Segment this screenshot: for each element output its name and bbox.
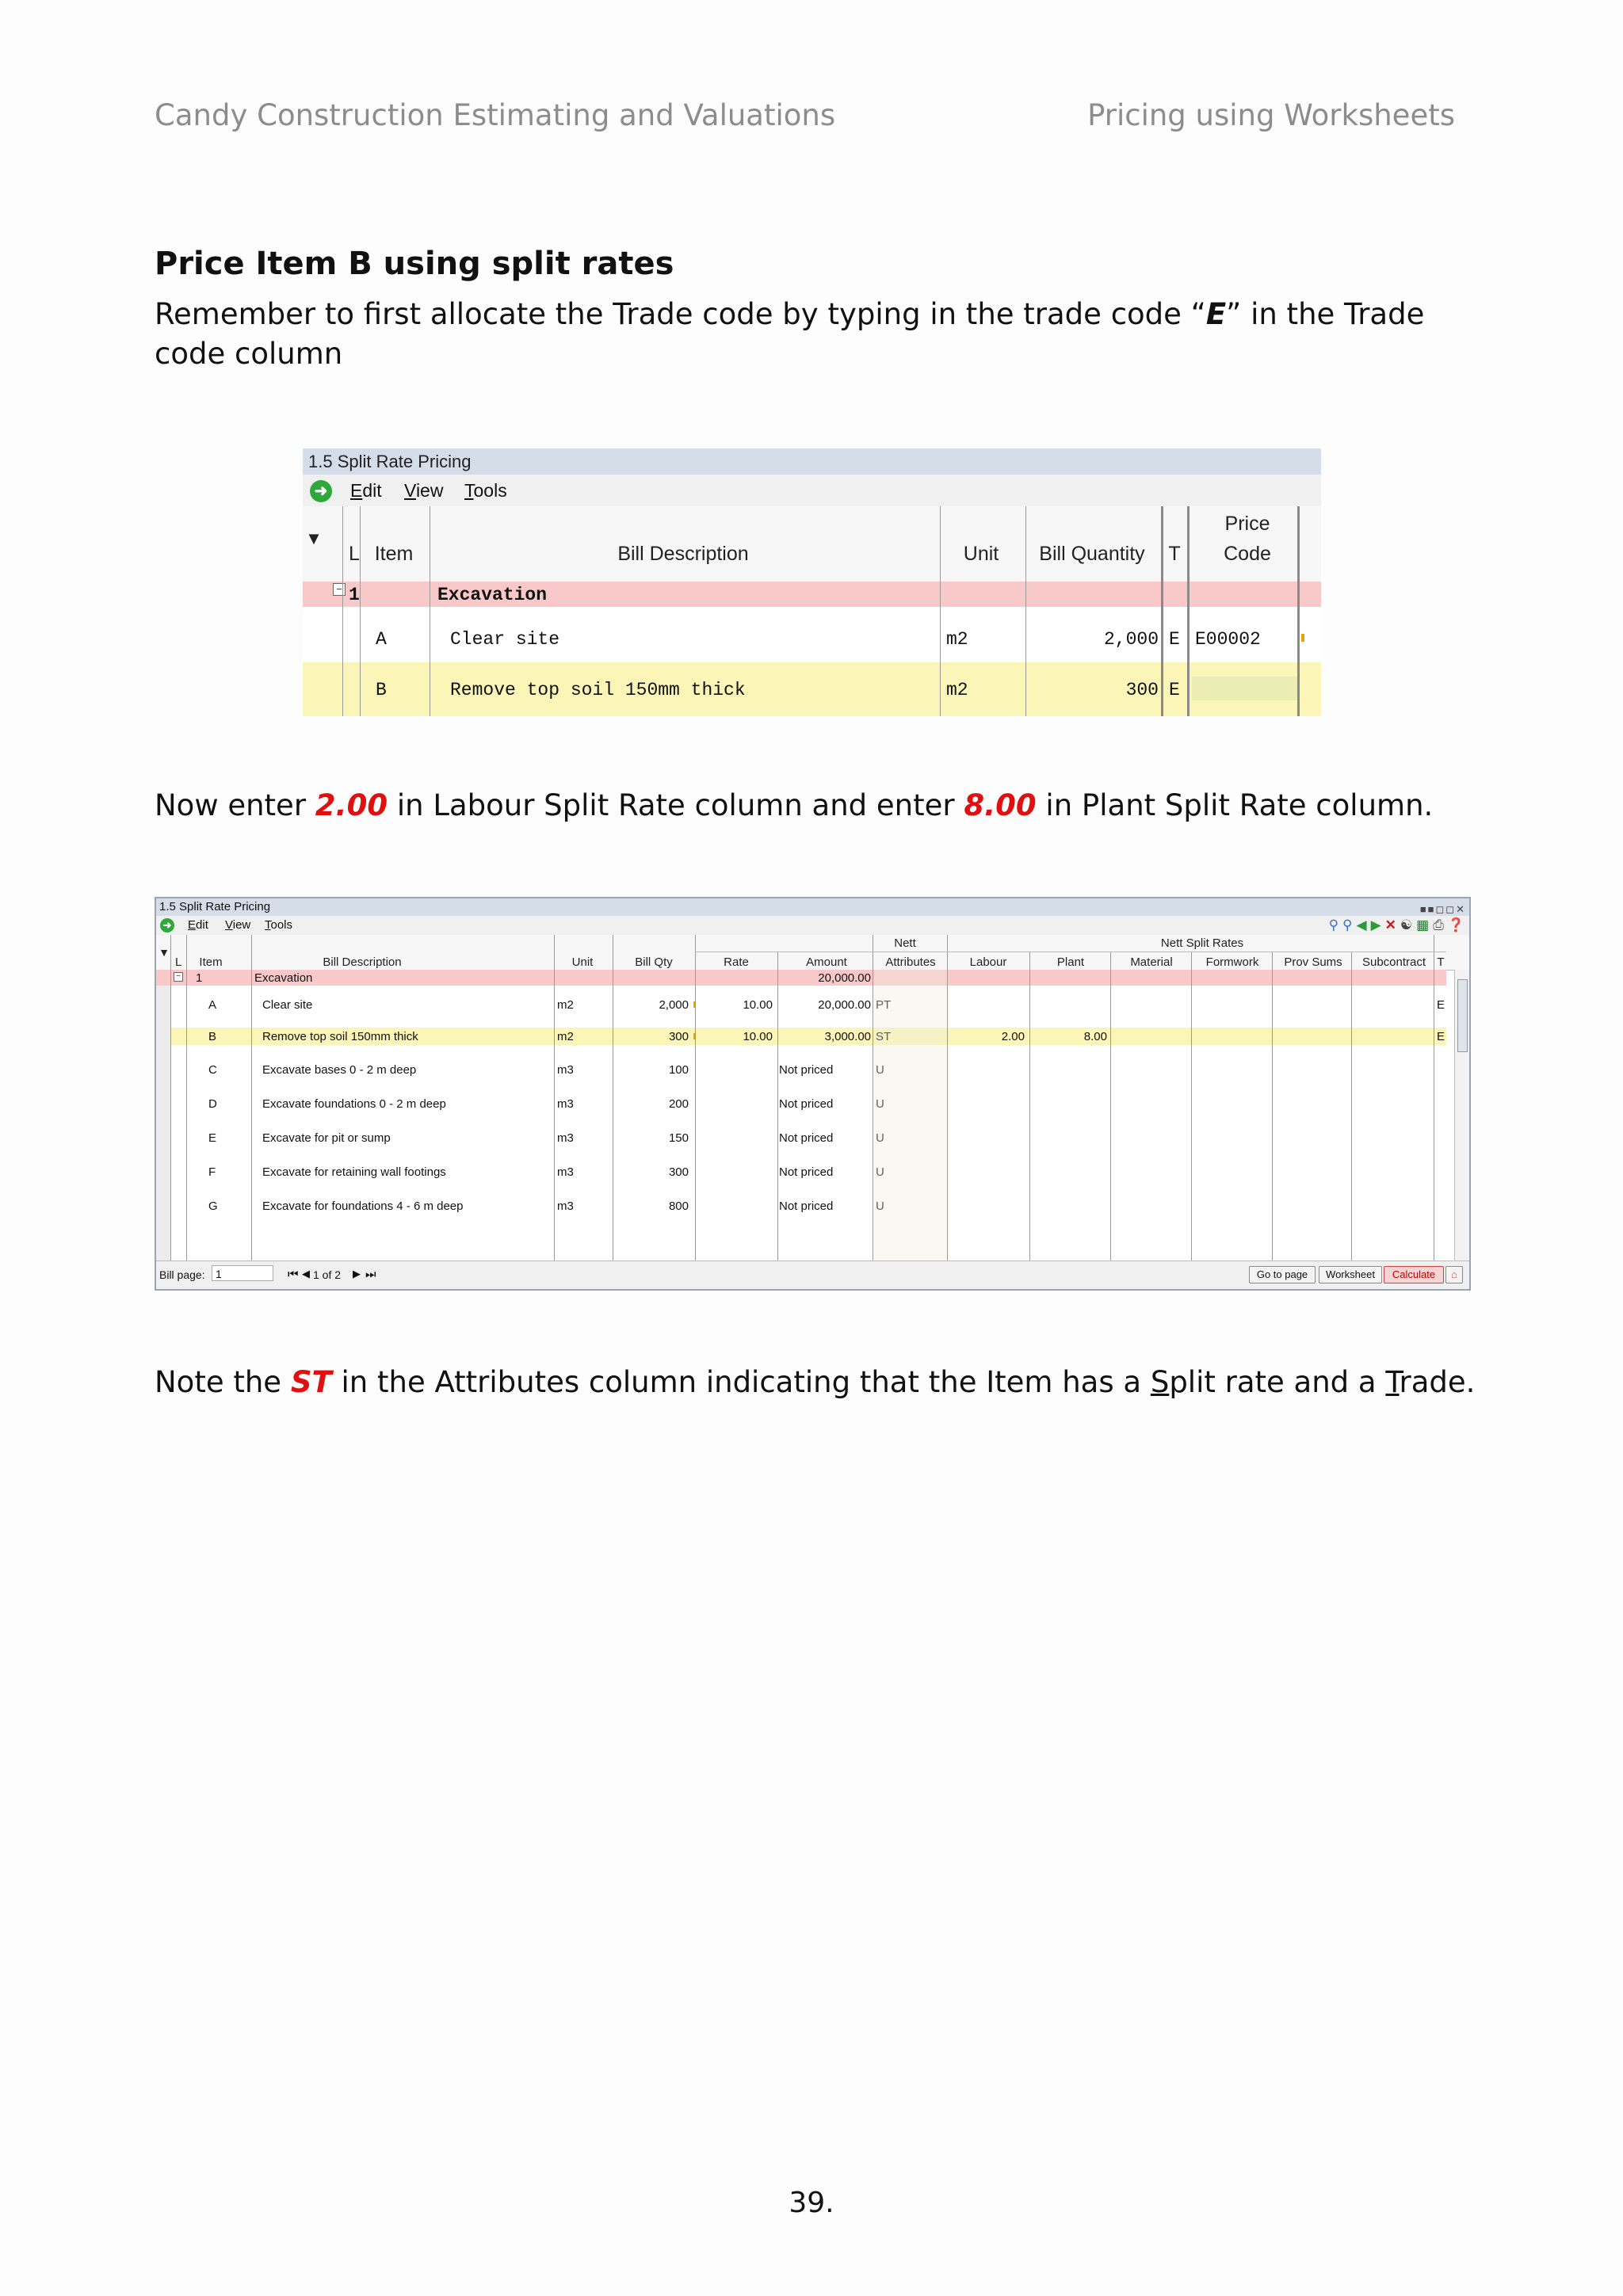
col-plant: Plant bbox=[1056, 955, 1085, 969]
row-description: Clear site bbox=[450, 629, 560, 650]
row-item: E bbox=[208, 1131, 217, 1145]
bill-page-input[interactable]: 1 bbox=[212, 1265, 273, 1281]
toolbar-icons bbox=[1329, 918, 1465, 933]
row-bill-qty: 150 bbox=[668, 1131, 689, 1145]
go-to-page-button[interactable]: Go to page bbox=[1249, 1266, 1316, 1283]
col-l: L bbox=[175, 955, 182, 969]
row-unit: m2 bbox=[557, 1030, 574, 1043]
help-icon[interactable]: ❓ bbox=[1447, 917, 1465, 933]
col-bill-quantity: Bill Quantity bbox=[1039, 543, 1145, 565]
row-unit: m3 bbox=[557, 1131, 574, 1145]
print-icon[interactable]: ⎙ bbox=[1433, 917, 1444, 933]
col-bill-qty: Bill Qty bbox=[635, 955, 673, 969]
split-rate-pricing-window-full bbox=[155, 897, 1471, 1291]
menu-edit[interactable]: Edit bbox=[350, 480, 382, 501]
running-header-right: Pricing using Worksheets bbox=[1087, 98, 1455, 132]
row-group-excavation[interactable] bbox=[156, 970, 1446, 986]
vertical-scrollbar[interactable] bbox=[1454, 970, 1469, 1263]
instruction-paragraph-1 bbox=[155, 295, 1486, 374]
row-item-c[interactable] bbox=[156, 1054, 1446, 1088]
row-amount: Not priced bbox=[779, 1199, 834, 1213]
row-group-excavation[interactable] bbox=[303, 582, 1321, 607]
row-bill-qty: 300 bbox=[668, 1165, 689, 1179]
grid-line bbox=[1187, 506, 1190, 716]
row-unit: m3 bbox=[557, 1165, 574, 1179]
collapse-all-icon[interactable]: ▼ bbox=[305, 528, 323, 548]
menu-bar bbox=[303, 475, 1321, 506]
excel-export-icon[interactable]: ▦ bbox=[1416, 917, 1430, 933]
worksheet-button[interactable]: Worksheet bbox=[1319, 1266, 1382, 1283]
window-title bbox=[156, 898, 1469, 916]
grid-line bbox=[186, 935, 187, 1263]
back-arrow-icon[interactable]: ➜ bbox=[310, 480, 332, 502]
text: Remember to first allocate the Trade code by typing in the trade code “ bbox=[155, 297, 1206, 331]
grid-line bbox=[695, 935, 696, 1263]
previous-icon[interactable]: ◀ bbox=[1356, 917, 1367, 933]
col-trade: T bbox=[1437, 955, 1445, 969]
col-bill-description: Bill Description bbox=[323, 955, 402, 969]
row-item-d[interactable] bbox=[156, 1088, 1446, 1122]
row-rate: 10.00 bbox=[743, 998, 773, 1012]
grid-line bbox=[777, 952, 778, 1263]
row-item: B bbox=[376, 680, 387, 700]
grid-line bbox=[360, 506, 361, 716]
grid-line bbox=[342, 506, 343, 716]
row-bill-qty: 200 bbox=[668, 1097, 689, 1111]
row-item: D bbox=[208, 1097, 217, 1111]
row-item: G bbox=[208, 1199, 218, 1213]
row-amount: 20,000.00 bbox=[818, 971, 871, 985]
row-attributes: U bbox=[876, 1131, 884, 1145]
next-icon[interactable]: ▶ bbox=[1370, 917, 1381, 933]
find-icon[interactable]: ☯ bbox=[1400, 917, 1413, 933]
text: in Labour Split Rate column and enter bbox=[388, 788, 964, 822]
row-bill-qty: 100 bbox=[668, 1063, 689, 1077]
col-item: Item bbox=[199, 955, 223, 969]
row-description: Excavation bbox=[437, 585, 548, 605]
text: ” in the Trade code column bbox=[155, 297, 1425, 371]
row-item: A bbox=[208, 998, 217, 1012]
labour-value-emphasis: 2.00 bbox=[315, 788, 388, 822]
instruction-paragraph-2 bbox=[155, 786, 1486, 826]
next-page-icon[interactable]: ▶ bbox=[353, 1268, 361, 1280]
col-l: L bbox=[349, 543, 360, 565]
trade-code-emphasis: E bbox=[1205, 297, 1227, 331]
row-item-b[interactable] bbox=[156, 1020, 1446, 1054]
grid-line bbox=[1025, 506, 1026, 716]
grid-line bbox=[1191, 952, 1192, 1263]
row-unit: m3 bbox=[557, 1063, 574, 1077]
row-item-f[interactable] bbox=[156, 1156, 1446, 1190]
delete-icon[interactable]: ✕ bbox=[1384, 917, 1396, 933]
row-item: F bbox=[208, 1165, 216, 1179]
collapse-toggle-icon[interactable]: − bbox=[174, 972, 183, 982]
row-amount: Not priced bbox=[779, 1063, 834, 1077]
row-rate: 10.00 bbox=[743, 1030, 773, 1043]
row-level: 1 bbox=[349, 585, 360, 605]
attributes-column-shade bbox=[874, 970, 949, 1263]
row-trade: E bbox=[1437, 998, 1445, 1012]
menu-view[interactable]: View bbox=[404, 480, 444, 501]
col-item: Item bbox=[374, 543, 414, 565]
row-description: Excavate for foundations 4 - 6 m deep bbox=[262, 1199, 464, 1213]
grid-line bbox=[251, 935, 252, 1263]
menu-view[interactable]: View bbox=[225, 918, 251, 932]
split-underlined-letter: S bbox=[1150, 1365, 1170, 1399]
row-level: 1 bbox=[196, 971, 203, 985]
col-bill-description: Bill Description bbox=[617, 543, 749, 565]
text: plit rate and a bbox=[1169, 1365, 1386, 1399]
text: Now enter bbox=[155, 788, 315, 822]
row-trade: E bbox=[1169, 680, 1180, 700]
text: Note the bbox=[155, 1365, 291, 1399]
text: in Plant Split Rate column. bbox=[1036, 788, 1434, 822]
row-attributes: U bbox=[876, 1199, 884, 1213]
page-of-label: 1 of 2 bbox=[313, 1268, 342, 1281]
col-material: Material bbox=[1130, 955, 1173, 969]
back-arrow-icon[interactable]: ➜ bbox=[160, 918, 174, 933]
row-description: Excavate bases 0 - 2 m deep bbox=[262, 1063, 417, 1077]
menu-bar bbox=[156, 916, 1469, 935]
menu-edit[interactable]: Edit bbox=[188, 918, 208, 932]
row-description: Remove top soil 150mm thick bbox=[450, 680, 746, 700]
row-item-b[interactable] bbox=[303, 662, 1321, 716]
column-header-row bbox=[303, 506, 1321, 582]
col-labour: Labour bbox=[969, 955, 1007, 969]
row-attributes: PT bbox=[876, 998, 892, 1012]
row-item-a[interactable] bbox=[303, 607, 1321, 662]
grid-line bbox=[947, 935, 948, 1263]
row-unit: m3 bbox=[557, 1097, 574, 1111]
col-unit: Unit bbox=[963, 543, 999, 565]
row-item: C bbox=[208, 1063, 217, 1077]
row-description: Excavate for retaining wall footings bbox=[262, 1165, 446, 1179]
row-item: A bbox=[376, 629, 387, 650]
collapse-toggle-icon[interactable]: − bbox=[333, 583, 346, 596]
price-code-input[interactable] bbox=[1192, 677, 1299, 700]
col-trade: T bbox=[1168, 543, 1181, 565]
row-bill-qty: 800 bbox=[668, 1199, 689, 1213]
col-formwork: Formwork bbox=[1205, 955, 1259, 969]
row-amount: Not priced bbox=[779, 1165, 834, 1179]
grid-line bbox=[1351, 952, 1352, 1263]
bill-page-label: Bill page: bbox=[159, 1268, 205, 1281]
row-labour-split[interactable]: 2.00 bbox=[1001, 1030, 1025, 1043]
zoom-in-icon[interactable]: ⚲ bbox=[1328, 917, 1339, 933]
row-attributes: ST bbox=[876, 1030, 892, 1043]
zoom-out-icon[interactable]: ⚲ bbox=[1342, 917, 1353, 933]
row-attributes: U bbox=[876, 1165, 884, 1179]
page-number: 39. bbox=[789, 2187, 834, 2219]
status-bar bbox=[156, 1261, 1469, 1289]
row-plant-split[interactable]: 8.00 bbox=[1083, 1030, 1107, 1043]
col-amount: Amount bbox=[806, 955, 847, 969]
row-description: Remove top soil 150mm thick bbox=[262, 1030, 418, 1043]
row-attributes: U bbox=[876, 1063, 884, 1077]
row-description: Excavate foundations 0 - 2 m deep bbox=[262, 1097, 446, 1111]
row-unit: m2 bbox=[946, 680, 968, 700]
row-item-e[interactable] bbox=[156, 1122, 1446, 1156]
window-title-text: 1.5 Split Rate Pricing bbox=[159, 900, 271, 913]
grid-line bbox=[1297, 506, 1300, 716]
row-amount: Not priced bbox=[779, 1131, 834, 1145]
home-icon[interactable]: ⌂ bbox=[1445, 1266, 1463, 1283]
row-unit: m3 bbox=[557, 1199, 574, 1213]
row-quantity: 2,000 bbox=[1103, 629, 1159, 650]
row-bill-qty: 2,000 bbox=[659, 998, 689, 1012]
group-nett: Nett bbox=[894, 936, 916, 950]
calculate-button[interactable]: Calculate bbox=[1384, 1266, 1444, 1283]
note-paragraph bbox=[155, 1363, 1486, 1402]
row-trade: E bbox=[1169, 629, 1180, 650]
row-trade: E bbox=[1437, 1030, 1445, 1043]
col-attributes: Attributes bbox=[885, 955, 936, 969]
row-item: B bbox=[208, 1030, 217, 1043]
row-item-a[interactable] bbox=[156, 986, 1446, 1020]
row-unit: m2 bbox=[946, 629, 968, 650]
col-unit: Unit bbox=[571, 955, 594, 969]
col-rate: Rate bbox=[724, 955, 749, 969]
row-price-code: E00002 bbox=[1195, 629, 1261, 650]
scrollbar-thumb[interactable] bbox=[1457, 979, 1468, 1052]
split-rate-pricing-window-small bbox=[303, 448, 1321, 716]
row-amount: 20,000.00 bbox=[818, 998, 871, 1012]
section-title: Price Item B using split rates bbox=[155, 246, 674, 282]
row-quantity: 300 bbox=[1125, 680, 1159, 700]
group-nett-split-rates: Nett Split Rates bbox=[1160, 936, 1244, 950]
running-header-left: Candy Construction Estimating and Valuations bbox=[155, 98, 836, 132]
row-unit: m2 bbox=[557, 998, 574, 1012]
edited-marker-icon bbox=[1301, 634, 1304, 642]
text: in the Attributes column indicating that the Item has a bbox=[331, 1365, 1151, 1399]
grid-line bbox=[1161, 506, 1163, 716]
row-description: Excavate for pit or sump bbox=[262, 1131, 391, 1145]
row-bill-qty: 300 bbox=[668, 1030, 689, 1043]
grid-line bbox=[554, 935, 555, 1263]
menu-tools[interactable]: Tools bbox=[464, 480, 507, 501]
text: rade. bbox=[1399, 1365, 1476, 1399]
plant-value-emphasis: 8.00 bbox=[964, 788, 1037, 822]
window-controls[interactable]: ■■◻◻✕ bbox=[1419, 903, 1466, 915]
col-price-code-line1: Price bbox=[1224, 513, 1270, 535]
row-description: Excavation bbox=[254, 971, 313, 985]
grid-line bbox=[940, 506, 941, 716]
grid-line bbox=[1110, 952, 1111, 1263]
collapse-all-icon[interactable]: ▼ bbox=[158, 946, 170, 959]
prev-page-icon[interactable]: ◀ bbox=[302, 1268, 310, 1280]
trade-underlined-letter: T bbox=[1385, 1365, 1400, 1399]
menu-tools[interactable]: Tools bbox=[265, 918, 293, 932]
window-title: 1.5 Split Rate Pricing bbox=[303, 448, 1321, 475]
grid-line bbox=[1029, 952, 1030, 1263]
col-subcontract: Subcontract bbox=[1361, 955, 1426, 969]
grid-line bbox=[1272, 952, 1273, 1263]
last-page-icon[interactable]: ⏭ bbox=[365, 1268, 376, 1281]
row-amount: Not priced bbox=[779, 1097, 834, 1111]
grid-line bbox=[170, 935, 171, 1263]
row-attributes: U bbox=[876, 1097, 884, 1111]
row-amount: 3,000.00 bbox=[824, 1030, 871, 1043]
row-description: Clear site bbox=[262, 998, 313, 1012]
spacer bbox=[949, 986, 950, 1263]
first-page-icon[interactable]: ⏮ bbox=[288, 1268, 299, 1281]
attribute-st-emphasis: ST bbox=[290, 1365, 332, 1399]
col-price-code-line2: Code bbox=[1224, 543, 1271, 565]
row-item-g[interactable] bbox=[156, 1190, 1446, 1224]
col-prov-sums: Prov Sums bbox=[1284, 955, 1342, 969]
